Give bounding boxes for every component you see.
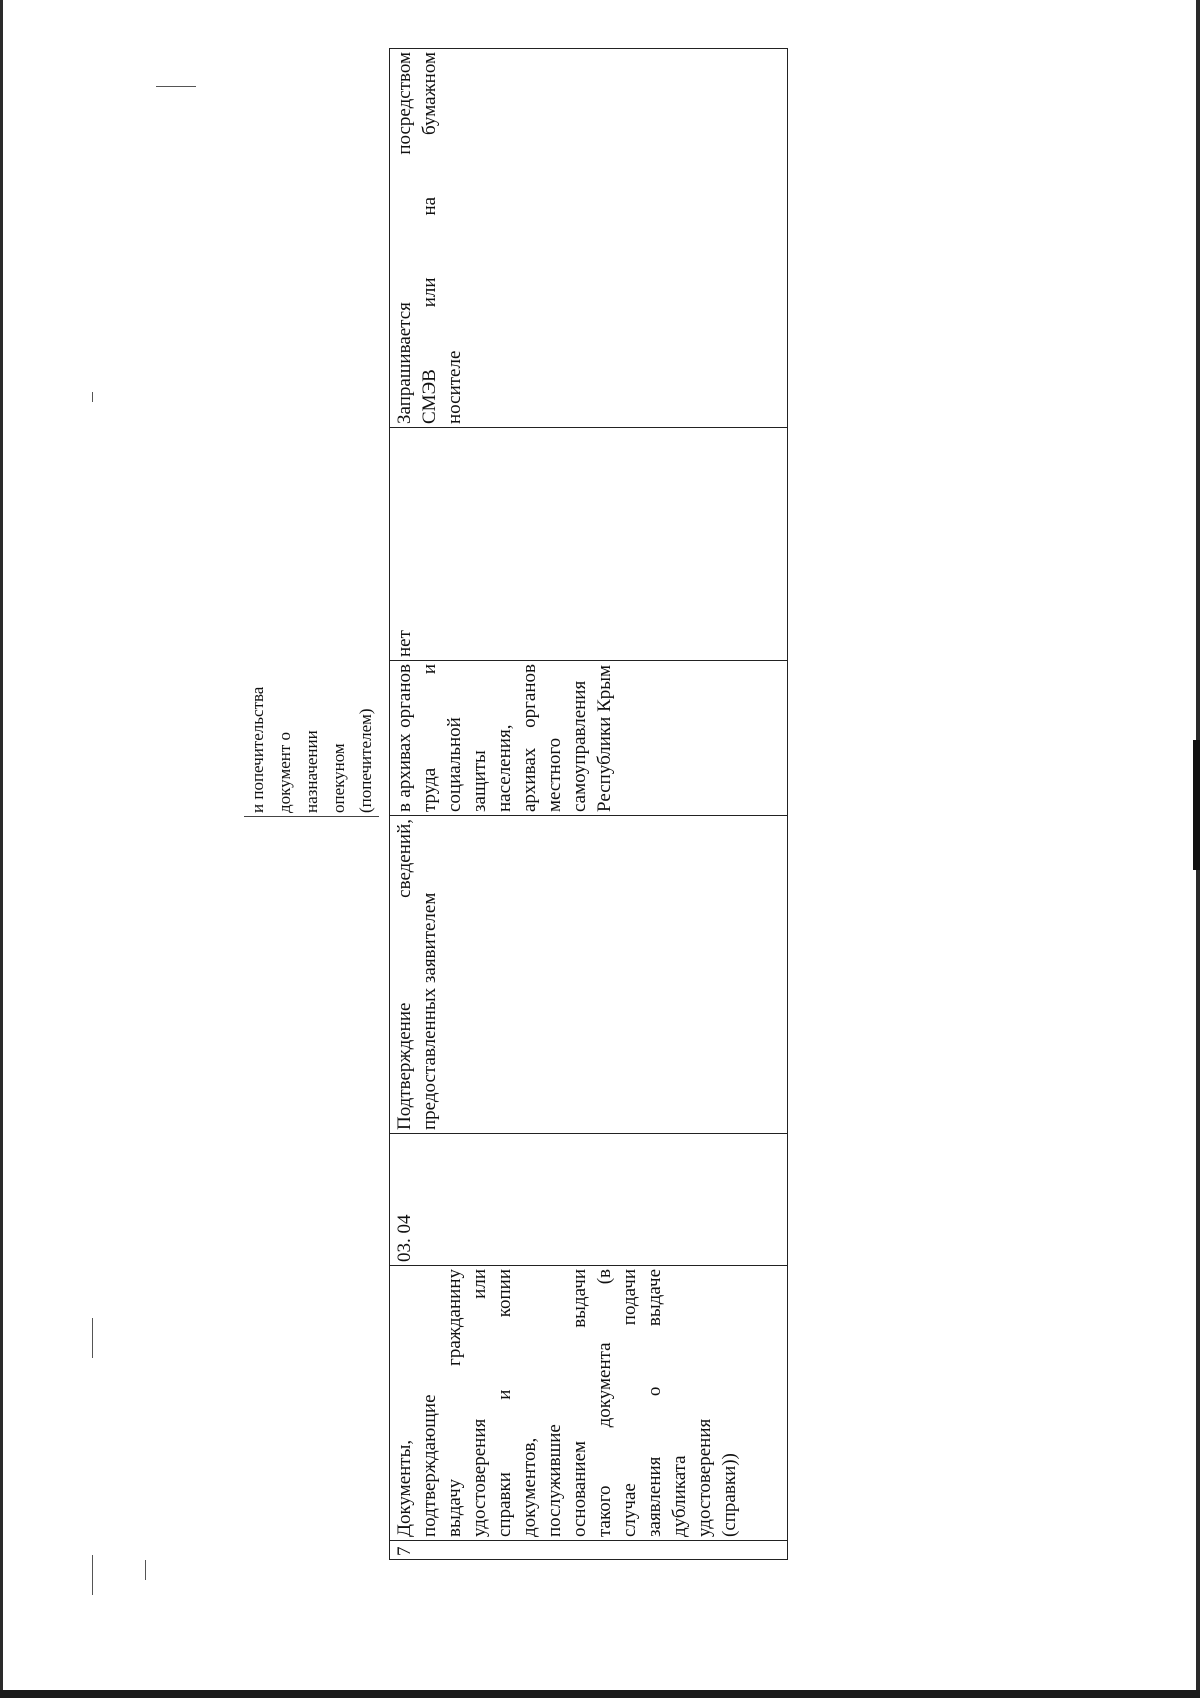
scan-edge-right-shadow (1193, 740, 1200, 870)
document-name-line: подтверждающие (419, 1394, 440, 1537)
document-name-line: удостоверения или (469, 1269, 490, 1537)
source-line: Республики Крым (594, 664, 615, 812)
document-name-line: основанием выдачи (569, 1269, 590, 1537)
source-line: архивах органов (519, 664, 540, 812)
note-cell (390, 49, 788, 428)
source-line: защиты населения, (469, 724, 515, 812)
optional-value: нет (394, 630, 415, 657)
document-name-line: (справки)) (719, 1453, 740, 1537)
document-name-line: выдачу гражданину (444, 1269, 465, 1537)
scan-mark (145, 1560, 146, 1580)
scan-mark (92, 1318, 93, 1358)
continuation-line: и попечительства (248, 686, 267, 813)
source-line: самоуправления (569, 680, 590, 812)
document-name-line: документов, (519, 1437, 540, 1537)
continuation-line: документ (275, 744, 294, 813)
note-line: носителе (444, 350, 465, 424)
continuation-line: опекуном (329, 743, 348, 813)
scan-mark (92, 392, 93, 402)
document-name-line: Документы, (394, 1439, 415, 1537)
note-line: СМЭВ или на бумажном (419, 52, 440, 424)
table-row (390, 49, 788, 1560)
document-name-line: удостоверения (694, 1418, 715, 1537)
document-name-cell (390, 1266, 788, 1541)
document-table (389, 48, 788, 1560)
row-number-cell (390, 1541, 788, 1560)
scan-edge-left (0, 0, 3, 1698)
continuation-line: (попечителем) (356, 708, 375, 813)
source-line: местного (544, 737, 565, 812)
source-line: труда и (419, 664, 440, 812)
document-name-line: справки и копии (494, 1269, 515, 1537)
continuation-line: о (275, 731, 294, 741)
optional-cell (390, 428, 788, 661)
source-cell (390, 661, 788, 816)
document-name-line: случае подачи (619, 1269, 640, 1537)
document-name-line: такого документа (в (594, 1269, 615, 1537)
request-purpose-cell (390, 816, 788, 1134)
request-purpose-line: предоставленных заявителем (419, 892, 440, 1130)
scan-mark (92, 1555, 93, 1595)
scan-mark (156, 86, 196, 87)
document-name-line: заявления о выдаче (644, 1269, 665, 1537)
scan-edge-bottom (0, 1690, 1200, 1698)
source-line: социальной (444, 717, 465, 812)
continuation-line-group (271, 663, 298, 813)
request-purpose-line: Подтверждение сведений, (394, 819, 415, 1130)
code-cell (390, 1134, 788, 1266)
continuation-line: назначении (302, 730, 321, 813)
document-name-line: дубликата (669, 1455, 690, 1537)
rotated-content (236, 0, 740, 1560)
row-number: 7 (394, 1546, 415, 1556)
source-line: в архивах органов (394, 664, 415, 812)
document-code: 03. 04 (394, 1214, 415, 1262)
document-name-line: послужившие (544, 1424, 565, 1537)
note-line: Запрашивается посредством (394, 52, 415, 424)
continuation-cell (244, 663, 379, 817)
